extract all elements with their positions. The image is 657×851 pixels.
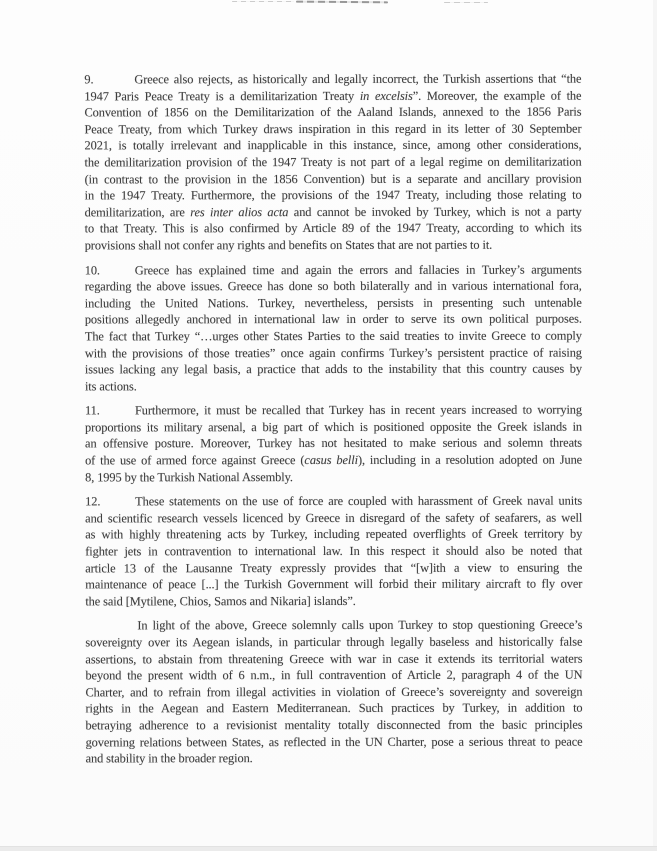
text-line: of the use of armed force against Greece (casus belli), including in a resolution adopted on June — [85, 452, 583, 468]
text-line: in the 1947 Treaty. Furthermore, the provisions of the 1947 Treaty, including those relating to — [84, 187, 582, 203]
document-body — [84, 71, 582, 776]
page-edge-bottom — [0, 846, 657, 851]
paragraph-number: 9. — [84, 72, 94, 87]
italic-phrase: in excelsis — [359, 88, 413, 103]
paragraph-9 — [84, 71, 581, 254]
text-line: 9. Greece also rejects, as historically and legally incorrect, the Turkish assertions that “the — [84, 71, 582, 87]
text-line: beyond the present width of 6 n.m., in full contravention of Article 2, paragraph 4 of the UN — [85, 667, 583, 683]
text-line: demilitarization, are res inter alios acta and cannot be invoked by Turkey, which is not a party — [84, 204, 582, 220]
text-line: with the provisions of those treaties” once again confirms Turkey’s persistent practice of raising — [84, 345, 582, 360]
page-edge-right — [653, 0, 657, 851]
text-line: positions allegedly anchored in international law in order to serve its own political purposes. — [84, 311, 582, 327]
text-line: (in contrast to the provision in the 1856 Convention) but is a separate and ancillary provision — [84, 171, 582, 186]
italic-phrase: res inter alios acta — [190, 204, 289, 219]
text-line: 11. Furthermore, it must be recalled that Turkey has in recent years increased to worrying — [84, 402, 582, 418]
text-line: 10. Greece has explained time and again the errors and fallacies in Turkey’s arguments — [84, 262, 582, 277]
text-line: an offensive posture. Moreover, Turkey has not hesitated to make serious and solemn threats — [85, 436, 583, 451]
text-line: including the United Nations. Turkey, nevertheless, persists in presenting such untenable — [84, 295, 582, 311]
text-line: betraying adherence to a revisionist mentality totally disconnected from the basic principles — [85, 717, 583, 733]
paragraph-number: 12. — [85, 494, 101, 509]
text-line: fighter jets in contravention to international law. In this respect it should also be noted that — [85, 543, 583, 559]
text-line: and scientific research vessels licenced by Greece in disregard of the safety of seafarers, as well — [85, 510, 583, 526]
paragraph-closing — [85, 617, 582, 767]
text-line: issues lacking any legal basis, a practice that adds to the instability that this country causes by — [84, 361, 582, 377]
paragraph-11 — [85, 402, 582, 486]
text-line: the demilitarization provision of the 1947 Treaty is not part of a legal regime on demilitarization — [84, 154, 582, 170]
text-line: governing relations between States, as reflected in the UN Charter, pose a serious threat to peace — [85, 734, 583, 749]
scan-artifact-top-right — [444, 2, 488, 3]
paragraph-10 — [85, 261, 582, 395]
text-line: 2021, is totally irrelevant and inapplicable in this instance, since, among other considerations, — [84, 137, 582, 153]
paragraph-number: 11. — [84, 403, 100, 418]
text-line: Convention of 1856 on the Demilitarization of the Aaland Islands, annexed to the 1856 Paris — [84, 104, 582, 120]
text-line: The fact that Turkey “…urges other States Parties to the said treaties to invite Greece to comply — [84, 328, 582, 344]
text-line: provisions shall not confer any rights and benefits on States that are not parties to it. — [84, 237, 493, 253]
text-line: the said [Mytilene, Chios, Samos and Nikaria] islands”. — [85, 593, 356, 609]
paragraph-number: 10. — [84, 262, 100, 277]
text-line: rights in the Aegean and Eastern Mediterranean. Such practices by Turkey, in addition to — [85, 700, 583, 716]
text-line: to that Treaty. This is also confirmed by Article 89 of the 1947 Treaty, according to which its — [84, 220, 582, 236]
paragraph-12 — [85, 493, 582, 610]
text-line: 12. These statements on the use of force are coupled with harassment of Greek naval units — [85, 493, 583, 509]
text-line: Peace Treaty, from which Turkey draws inspiration in this regard in its letter of 30 September — [84, 121, 582, 137]
scan-artifact-top-left — [232, 1, 294, 2]
text-line: as with highly threatening acts by Turkey, including repeated overflights of Greek territory by — [85, 527, 583, 542]
italic-phrase: casus belli — [304, 453, 358, 468]
text-line: regarding the above issues. Greece has done so both bilaterally and in various international fora, — [84, 278, 582, 294]
text-line: proportions its military arsenal, a big part of which is positioned opposite the Greek islands in — [84, 419, 583, 435]
scan-artifact-top-center — [296, 1, 388, 4]
text-line: 8, 1995 by the Turkish National Assembly. — [85, 469, 293, 485]
text-line: 1947 Paris Peace Treaty is a demilitarization Treaty in excelsis”. Moreover, the example of the — [84, 88, 582, 104]
text-line: sovereignty over its Aegean islands, in particular through legally baseless and historically false — [85, 634, 583, 650]
text-line: Charter, and to refrain from illegal activities in violation of Greece’s sovereignty and sovereign — [85, 684, 583, 700]
text-line: In light of the above, Greece solemnly calls upon Turkey to stop questioning Greece’s — [137, 617, 583, 633]
text-line: assertions, to abstain from threatening Greece with war in case it extends its territorial waters — [85, 651, 583, 667]
text-line: article 13 of the Lausanne Treaty expressly provides that “[w]ith a view to ensuring the — [85, 560, 583, 576]
text-line: maintenance of peace [...] the Turkish Government will forbid their military aircraft to fly over — [85, 576, 583, 592]
text-line: and stability in the broader region. — [85, 751, 253, 766]
text-line: its actions. — [84, 379, 137, 394]
